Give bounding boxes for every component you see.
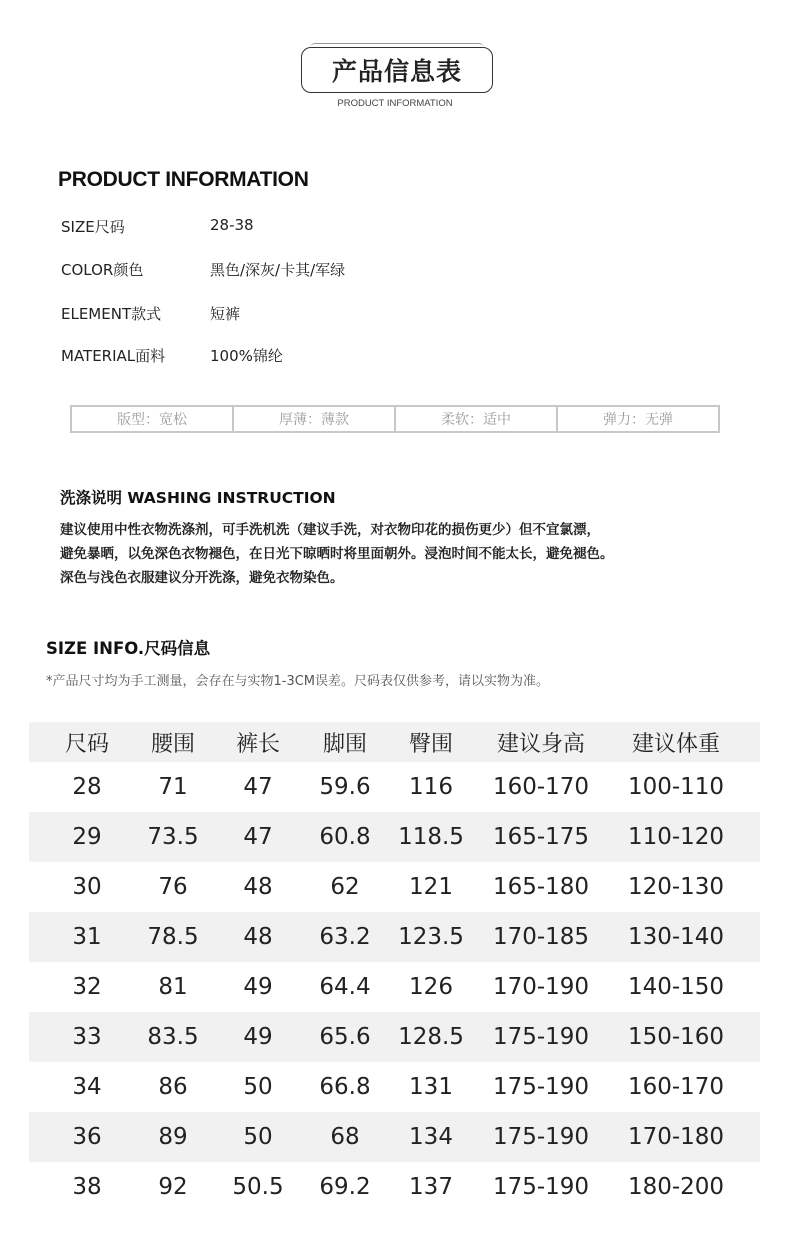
info-label: COLOR颜色 <box>61 261 144 279</box>
table-cell: 65.6 <box>319 1024 371 1050</box>
info-value: 短裤 <box>210 305 241 323</box>
table-cell: 47 <box>243 774 273 800</box>
table-cell: 128.5 <box>398 1024 464 1050</box>
table-cell: 175-190 <box>492 1174 590 1200</box>
table-cell: 131 <box>409 1074 453 1100</box>
table-cell: 92 <box>158 1174 188 1200</box>
table-cell: 47 <box>243 824 273 850</box>
table-row <box>29 962 760 1012</box>
table-cell: 38 <box>72 1174 102 1200</box>
table-cell: 59.6 <box>319 774 371 800</box>
table-row <box>29 762 760 812</box>
column-header: 建议体重 <box>631 731 720 757</box>
table-cell: 78.5 <box>147 924 199 950</box>
table-cell: 60.8 <box>319 824 371 850</box>
washing-line: 避免暴晒，以免深色衣物褪色，在日光下晾晒时将里面朝外。浸泡时间不能太长，避免褪色。 <box>60 546 614 562</box>
table-row <box>29 1112 760 1162</box>
table-cell: 150-160 <box>627 1024 725 1050</box>
table-cell: 86 <box>158 1074 188 1100</box>
table-cell: 66.8 <box>319 1074 371 1100</box>
table-cell: 73.5 <box>147 824 199 850</box>
table-cell: 50 <box>243 1124 273 1150</box>
table-cell: 137 <box>409 1174 453 1200</box>
table-cell: 100-110 <box>627 774 725 800</box>
table-cell: 34 <box>72 1074 102 1100</box>
table-row <box>29 812 760 862</box>
table-cell: 121 <box>409 874 453 900</box>
info-value: 100%锦纶 <box>210 347 283 365</box>
washing-heading: 洗涤说明 WASHING INSTRUCTION <box>60 489 336 507</box>
table-cell: 140-150 <box>627 974 725 1000</box>
table-cell: 31 <box>72 924 102 950</box>
table-cell: 50 <box>243 1074 273 1100</box>
attribute-elasticity: 弹力：无弹 <box>603 412 673 428</box>
table-cell: 83.5 <box>147 1024 199 1050</box>
info-value: 28-38 <box>210 216 254 234</box>
column-header: 建议身高 <box>496 731 585 757</box>
table-cell: 170-185 <box>492 924 590 950</box>
attribute-bar <box>70 405 720 433</box>
page-subtitle: PRODUCT INFORMATION <box>337 98 453 109</box>
info-label: SIZE尺码 <box>61 218 125 236</box>
table-cell: 110-120 <box>627 824 725 850</box>
table-row <box>29 1062 760 1112</box>
washing-line: 建议使用中性衣物洗涤剂，可手洗机洗（建议手洗，对衣物印花的损伤更少）但不宜氯漂， <box>60 522 600 538</box>
washing-line: 深色与浅色衣服建议分开洗涤，避免衣物染色。 <box>60 570 344 586</box>
table-header-row <box>29 722 760 762</box>
table-cell: 48 <box>243 874 273 900</box>
table-cell: 134 <box>409 1124 453 1150</box>
info-value: 黑色/深灰/卡其/军绿 <box>210 261 346 279</box>
table-cell: 71 <box>158 774 188 800</box>
table-cell: 29 <box>72 824 102 850</box>
table-cell: 63.2 <box>319 924 371 950</box>
table-cell: 130-140 <box>627 924 725 950</box>
table-cell: 69.2 <box>319 1174 371 1200</box>
product-info-heading: PRODUCT INFORMATION <box>58 168 309 191</box>
info-label: MATERIAL面料 <box>61 347 166 365</box>
table-row <box>29 862 760 912</box>
table-cell: 160-170 <box>627 1074 725 1100</box>
table-cell: 49 <box>243 1024 273 1050</box>
table-cell: 175-190 <box>492 1024 590 1050</box>
table-cell: 175-190 <box>492 1124 590 1150</box>
table-cell: 32 <box>72 974 102 1000</box>
size-info-note: *产品尺寸均为手工测量，会存在与实物1-3CM误差。尺码表仅供参考，请以实物为准。 <box>46 674 550 689</box>
table-cell: 89 <box>158 1124 188 1150</box>
column-header: 脚围 <box>322 731 367 757</box>
table-cell: 50.5 <box>232 1174 284 1200</box>
table-row <box>29 912 760 962</box>
table-cell: 175-190 <box>492 1074 590 1100</box>
table-cell: 76 <box>158 874 188 900</box>
column-header: 裤长 <box>235 731 280 757</box>
table-cell: 30 <box>72 874 102 900</box>
page-title-box <box>301 47 493 93</box>
table-cell: 28 <box>72 774 102 800</box>
table-cell: 49 <box>243 974 273 1000</box>
column-header: 臀围 <box>408 731 453 757</box>
table-cell: 170-180 <box>627 1124 725 1150</box>
info-label: ELEMENT款式 <box>61 305 162 323</box>
table-cell: 165-175 <box>492 824 590 850</box>
table-cell: 81 <box>158 974 188 1000</box>
attribute-softness: 柔软：适中 <box>396 407 558 431</box>
table-cell: 165-180 <box>492 874 590 900</box>
table-cell: 170-190 <box>492 974 590 1000</box>
column-header: 尺码 <box>64 731 109 757</box>
page-title: 产品信息表 <box>331 57 462 86</box>
attribute-thickness: 厚薄：薄款 <box>234 407 396 431</box>
table-cell: 118.5 <box>398 824 464 850</box>
table-cell: 48 <box>243 924 273 950</box>
table-cell: 160-170 <box>492 774 590 800</box>
table-row <box>29 1012 760 1062</box>
table-row <box>29 1162 760 1212</box>
table-cell: 68 <box>330 1124 360 1150</box>
table-cell: 33 <box>72 1024 102 1050</box>
column-header: 腰围 <box>150 731 195 757</box>
table-cell: 116 <box>409 774 453 800</box>
size-info-heading: SIZE INFO.尺码信息 <box>46 639 211 658</box>
attribute-fit: 版型：宽松 <box>72 407 234 431</box>
table-cell: 64.4 <box>319 974 371 1000</box>
table-cell: 120-130 <box>627 874 725 900</box>
table-cell: 180-200 <box>627 1174 725 1200</box>
size-table <box>29 722 760 1212</box>
table-cell: 36 <box>72 1124 102 1150</box>
table-cell: 126 <box>409 974 453 1000</box>
table-cell: 62 <box>330 874 360 900</box>
table-cell: 123.5 <box>398 924 464 950</box>
